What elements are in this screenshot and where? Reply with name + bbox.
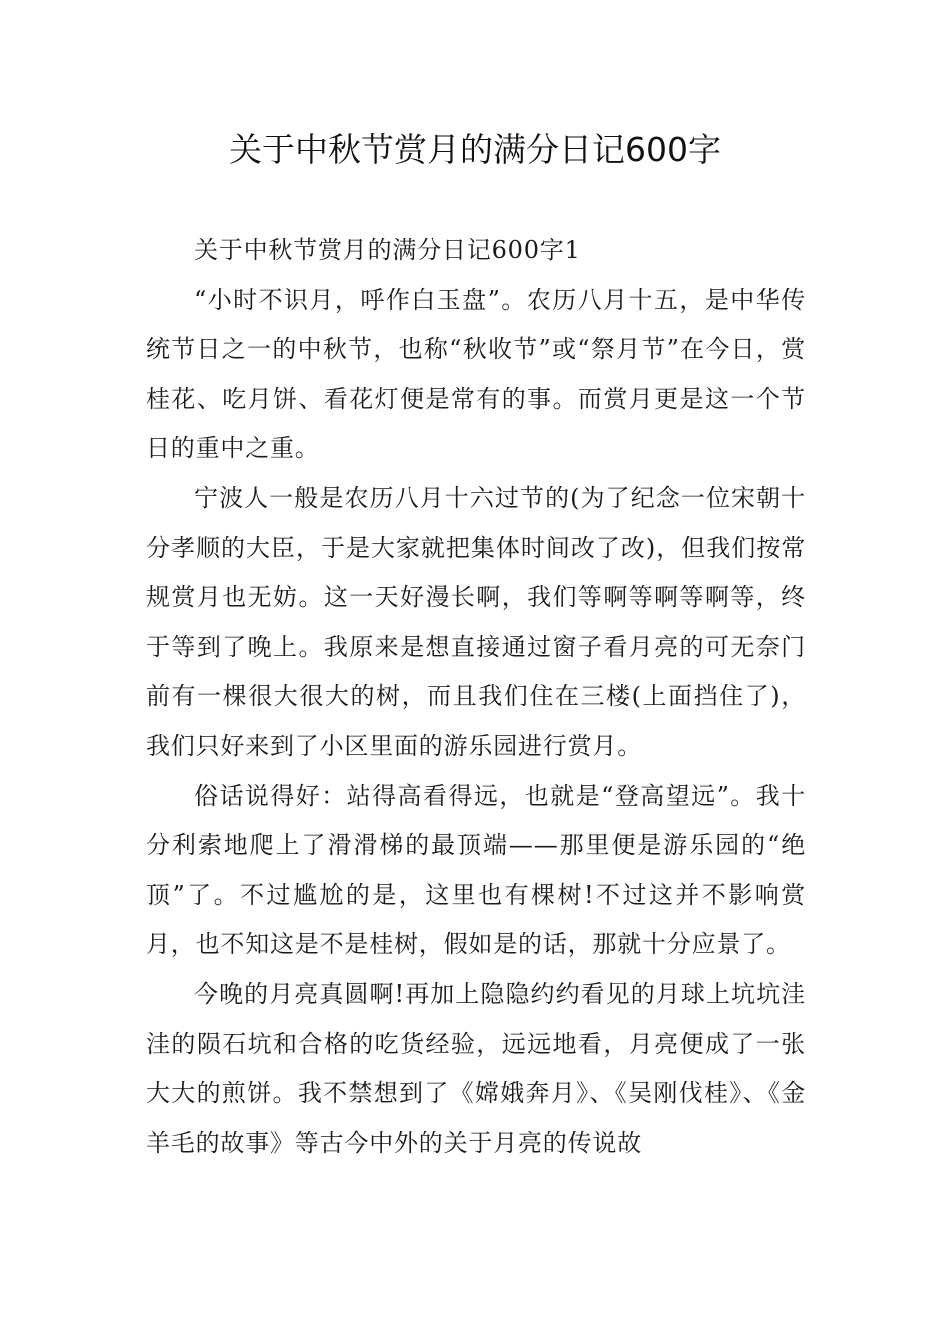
paragraph-1: “小时不识月，呼作白玉盘”。农历八月十五，是中华传统节日之一的中秋节，也称“秋收节”或“祭月节”在今日，赏桂花、吃月饼、看花灯便是常有的事。而赏月更是这一个节日的重中之重。 xyxy=(146,285,806,463)
paragraph-3: 俗话说得好：站得高看得远，也就是“登高望远”。我十分利索地爬上了滑滑梯的最顶端——那里便是游乐园的“绝顶”了。不过尴尬的是，这里也有棵树!不过这并不影响赏月，也不知这是不是桂树，假如是的话，那就十分应景了。 xyxy=(146,781,806,959)
document-body xyxy=(146,226,806,1168)
paragraph-4: 今晚的月亮真圆啊!再加上隐隐约约看见的月球上坑坑洼洼的陨石坑和合格的吃货经验，远远地看，月亮便成了一张大大的煎饼。我不禁想到了《嫦娥奔月》、《吴刚伐桂》、《金羊毛的故事》等古今中外的关于月亮的传说故 xyxy=(146,979,806,1157)
section-heading: 关于中秋节赏月的满分日记600字1 xyxy=(194,236,581,264)
paragraph-2: 宁波人一般是农历八月十六过节的(为了纪念一位宋朝十分孝顺的大臣，于是大家就把集体时间改了改)，但我们按常规赏月也无妨。这一天好漫长啊，我们等啊等啊等啊等，终于等到了晚上。我原来是想直接通过窗子看月亮的可无奈门前有一棵很大很大的树，而且我们住在三楼(上面挡住了)，我们只好来到了小区里面的游乐园进行赏月。 xyxy=(146,483,806,760)
document-title: 关于中秋节赏月的满分日记600字 xyxy=(229,130,721,169)
